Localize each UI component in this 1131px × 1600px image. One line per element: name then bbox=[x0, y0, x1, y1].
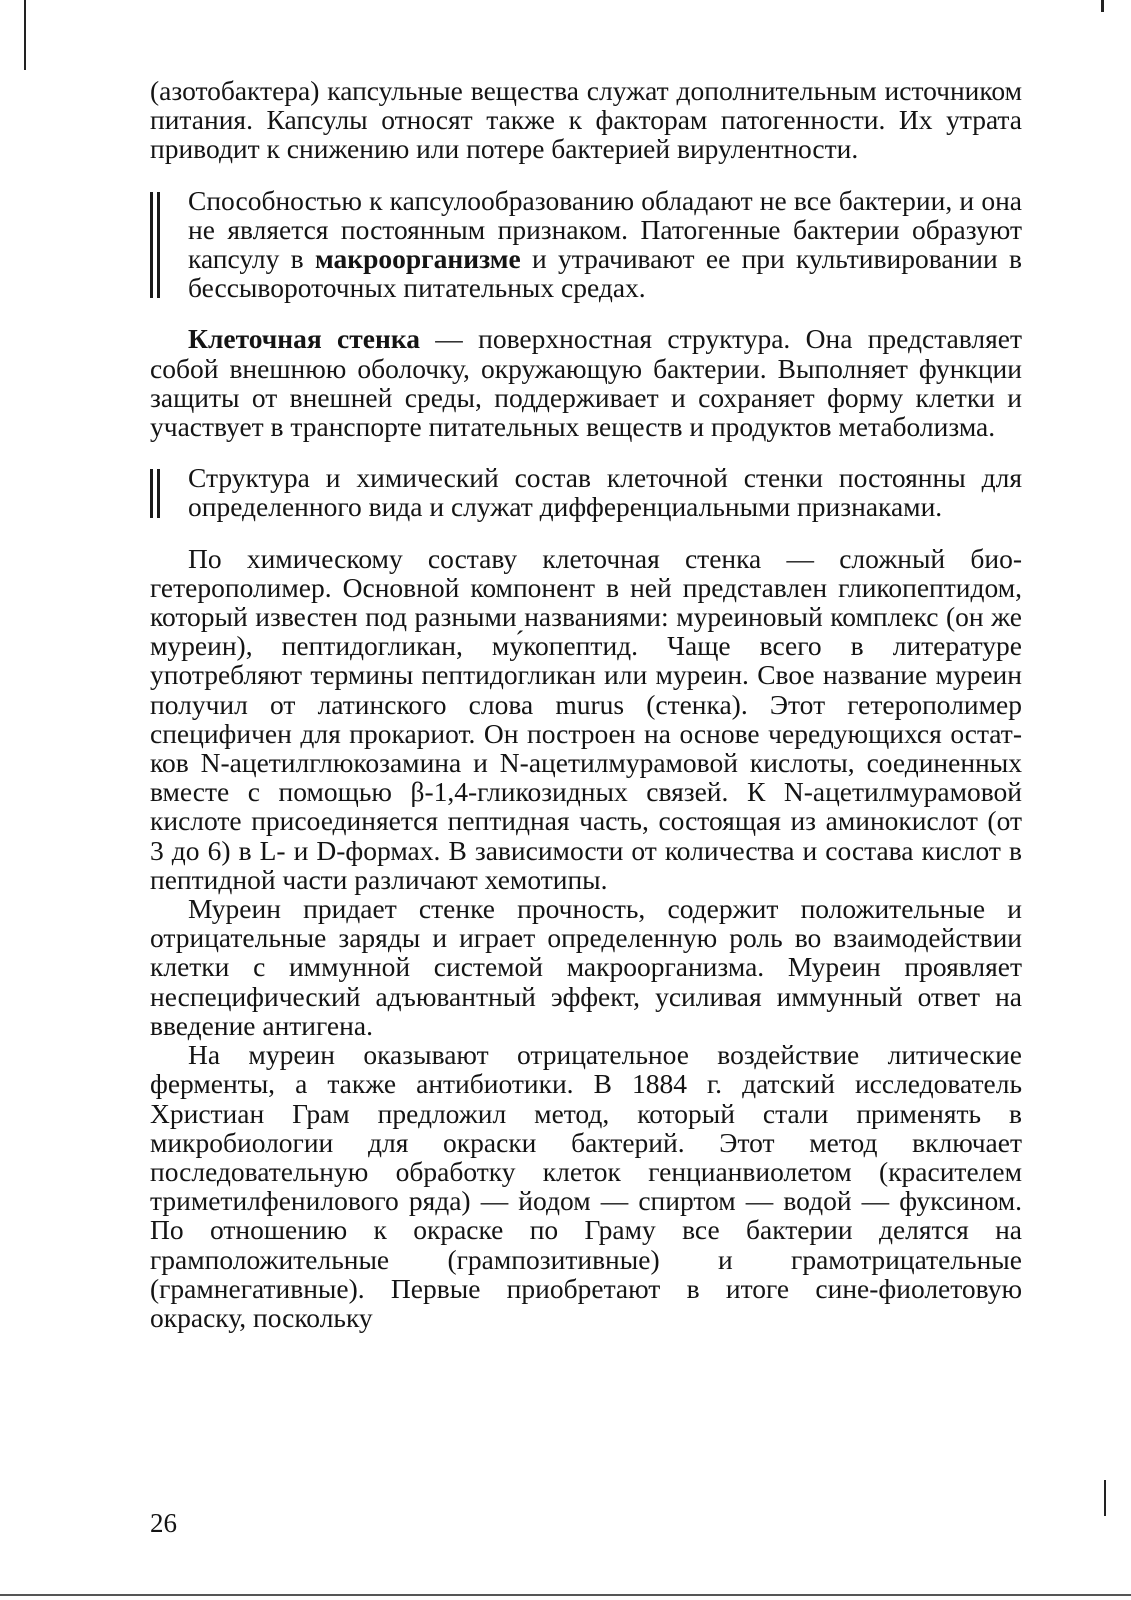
page-number: 26 bbox=[150, 1508, 177, 1538]
bold-term-cell-wall: Клеточная стенка bbox=[188, 323, 420, 355]
paragraph-murein-properties: Муреин придает стенке прочность, содержит положительные и отрицательные заряды и играет определенную роль во взаимодействии клетки с иммунной системой макроорганизма. Муреин проявляет неспецифический адъювантный эффект, усиливая иммунный ответ на введение антигена. bbox=[150, 893, 1022, 1041]
scan-edge-mark-right-bottom bbox=[1104, 1480, 1106, 1516]
scan-edge-mark-right-top bbox=[1101, 0, 1104, 12]
margin-bar bbox=[157, 192, 160, 299]
margin-bar bbox=[157, 469, 160, 517]
text-column bbox=[150, 76, 1022, 1332]
text-run: и утрачивают ее при культивировании в бессывороточных питательных средах. bbox=[188, 243, 1022, 304]
paragraph-gram-staining: На муреин оказывают отрицательное воздействие литические ферменты, а также антибиотики. В 1884 г. датский исследователь Христиан Грам предложил метод, который стали применять в микробиологии для окраски бактерий. Этот метод включает последовательную обработку клеток генцианвиолетом (красителем триметилфенилового ряда) — йодом — спиртом — водой — фуксином. По отношению к окраске по Граму все бактерии делятся на грамположительные (грампозитивные) и грамотрицательные (грамнегативные). Первые приобретают в итоге сине-фиолетовую окраску, поскольку bbox=[150, 1039, 1022, 1333]
bottom-scan-edge bbox=[0, 1594, 1131, 1596]
paragraph-murein-composition: По химическому составу клеточная стенка — сложный биогетерополимер. Основной компонент в ней представлен гликопептидом, который известен под разными названиями: муреиновый комплекс (он же муреин), пептидогликан, му́копептид. Чаще всего в литературе употребляют термины пептидогликан или муреин. Свое название муреин получил от латинского слова murus (стенка). Этот гетерополимер специфичен для прокариот. Он построен на основе чередующихся остатков N-ацетилглюкозамина и N-ацетилмурамовой кислоты, соединенных вместе с помощью β-1,4-гликозидных связей. К N-ацетилмурамовой кислоте присоединяется пептидная часть, состоящая из аминокислот (от 3 до 6) в L- и D-формах. В зависимости от количества и состава кислот в пептидной части различают хемотипы. bbox=[150, 542, 1022, 895]
margin-bar bbox=[150, 469, 153, 517]
text-run: — поверхностная структура. Она представляет собой внешнюю оболочку, окружающую бактерии. Выполняет функции защиты от внешней среды, поддерживает и сохраняет форму клетки и участвует в транспорте питательных веществ и продуктов метаболизма. bbox=[150, 323, 1022, 443]
highlighted-block-cell-wall-structure bbox=[150, 463, 1022, 521]
highlighted-block-capsule-formation bbox=[150, 186, 1022, 303]
margin-bar bbox=[150, 192, 153, 299]
scan-edge-mark-left bbox=[24, 0, 26, 70]
text-run: Способностью к капсулообразованию обладают не все бактерии, и она не является постоянным признаком. Патогенные бактерии образуют капсулу в bbox=[188, 184, 1022, 275]
paragraph-cell-wall-definition bbox=[150, 324, 1022, 441]
paragraph-capsule-formation bbox=[188, 186, 1022, 303]
bold-term-macroorganism: макроорганизме bbox=[314, 243, 521, 275]
paragraph-capsule-nutrition: (азотобактера) капсульные вещества служат дополнительным источником питания. Капсулы относят также к факторам патогенности. Их утрата приводит к снижению или потере бактерией вирулентности. bbox=[150, 75, 1022, 165]
paragraph-cell-wall-structure: Структура и химический состав клеточной стенки постоянны для определенного вида и служат дифференциальными признаками. bbox=[188, 462, 1022, 523]
